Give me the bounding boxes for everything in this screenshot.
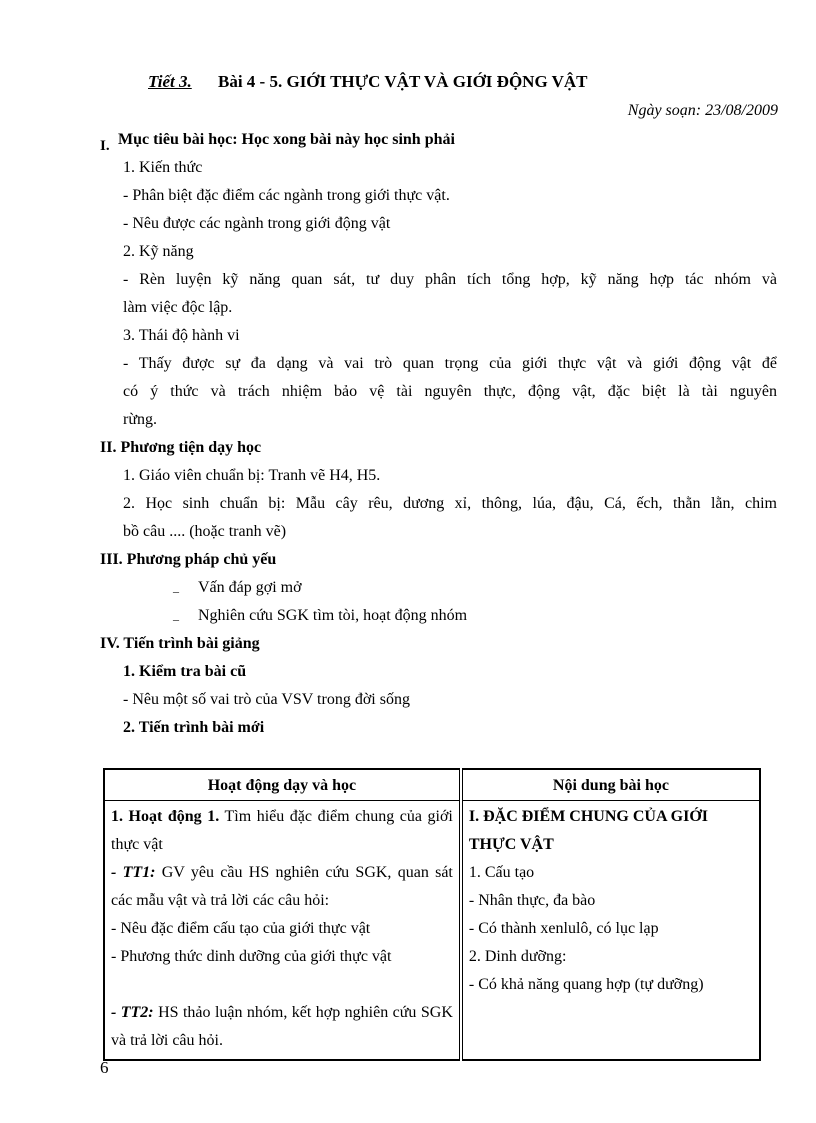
question-2: - Phương thức dinh dưỡng của giới thực vật <box>111 948 392 965</box>
teacher-prep: 1. Giáo viên chuẩn bị: Tranh vẽ H4, H5. <box>123 467 381 484</box>
attitude-line-3: rừng. <box>123 411 157 428</box>
skills-item-line-1: - Rèn luyện kỹ năng quan sát, tư duy phân tích tổng hợp, kỹ năng hợp tác nhóm và <box>123 271 777 288</box>
period-label: Tiết 3. <box>148 72 192 91</box>
tt1 <box>111 859 453 915</box>
page-number: 6 <box>100 1058 109 1077</box>
bullet-dash: _ <box>173 580 179 594</box>
tt2-label: - TT2: <box>111 1004 154 1021</box>
method-2: Nghiên cứu SGK tìm tòi, hoạt động nhóm <box>198 607 468 624</box>
spacer <box>111 971 453 999</box>
knowledge-title: 1. Kiến thức <box>123 159 203 176</box>
tt2-text: HS thảo luận nhóm, kết hợp nghiên cứu SGK và trả lời câu hỏi. <box>111 1004 453 1049</box>
method-1: Vấn đáp gợi mở <box>198 579 302 596</box>
prep-date: Ngày soạn: 23/08/2009 <box>627 102 778 119</box>
knowledge-item-2: - Nêu được các ngành trong giới động vật <box>123 215 391 232</box>
content-item-5: - Có khả năng quang hợp (tự dưỡng) <box>468 976 704 993</box>
old-lesson-check-title: 1. Kiểm tra bài cũ <box>123 663 247 680</box>
content-item-1: 1. Cấu tạo <box>468 864 535 881</box>
content-item-4: 2. Dinh dưỡng: <box>468 948 567 965</box>
new-lesson-title: 2. Tiến trình bài mới <box>123 719 265 736</box>
section-1-heading: Mục tiêu bài học: Học xong bài này học sinh phải <box>118 131 455 148</box>
content-title: I. ĐẶC ĐIỂM CHUNG CỦA GIỚI THỰC VẬT <box>468 808 708 853</box>
bullet-dash: _ <box>173 608 179 622</box>
tt2 <box>111 999 453 1055</box>
lesson-table <box>103 768 761 1061</box>
table-header-row <box>104 769 760 801</box>
old-lesson-question: - Nêu một số vai trò của VSV trong đời sống <box>123 691 410 708</box>
activity-1 <box>111 803 453 859</box>
content-item-3: - Có thành xenlulô, có lục lạp <box>468 920 659 937</box>
table-row <box>104 801 760 1061</box>
content-column-header: Nội dung bài học <box>461 769 760 801</box>
attitude-title: 3. Thái độ hành vi <box>123 327 240 344</box>
lesson-heading: Bài 4 - 5. GIỚI THỰC VẬT VÀ GIỚI ĐỘNG VẬT <box>218 72 588 91</box>
tt1-label: - TT1: <box>111 864 156 881</box>
content-cell <box>461 801 760 1061</box>
student-prep-line-2: bồ câu .... (hoặc tranh vẽ) <box>123 523 287 540</box>
attitude-line-2: có ý thức và trách nhiệm bảo vệ tài nguyên thực, động vật, đặc biệt là tài nguyên <box>123 383 777 400</box>
lesson-title <box>148 72 588 92</box>
activities-cell <box>104 801 461 1061</box>
section-3-heading: III. Phương pháp chủ yếu <box>100 551 277 568</box>
activity-1-text: Tìm hiểu đặc điểm chung của giới thực vật <box>111 808 453 853</box>
content-item-2: - Nhân thực, đa bào <box>468 892 596 909</box>
student-prep-line-1: 2. Học sinh chuẩn bị: Mẫu cây rêu, dương xỉ, thông, lúa, đậu, Cá, ếch, thằn lằn, chim <box>123 495 777 512</box>
activities-column-header: Hoạt động dạy và học <box>104 769 461 801</box>
section-2-heading: II. Phương tiện dạy học <box>100 439 262 456</box>
question-1: - Nêu đặc điểm cấu tạo của giới thực vật <box>111 920 371 937</box>
tt1-text: GV yêu cầu HS nghiên cứu SGK, quan sát các mẫu vật và trả lời các câu hỏi: <box>111 864 453 909</box>
section-4-heading: IV. Tiến trình bài giảng <box>100 635 260 652</box>
attitude-line-1: - Thấy được sự đa dạng và vai trò quan trọng của giới thực vật và giới động vật để <box>123 355 777 372</box>
knowledge-item-1: - Phân biệt đặc điểm các ngành trong giới thực vật. <box>123 187 450 204</box>
section-1-roman: I. <box>100 138 110 154</box>
skills-title: 2. Kỹ năng <box>123 243 194 260</box>
skills-item-line-2: làm việc độc lập. <box>123 299 233 316</box>
activity-1-label: 1. Hoạt động 1. <box>111 808 220 825</box>
